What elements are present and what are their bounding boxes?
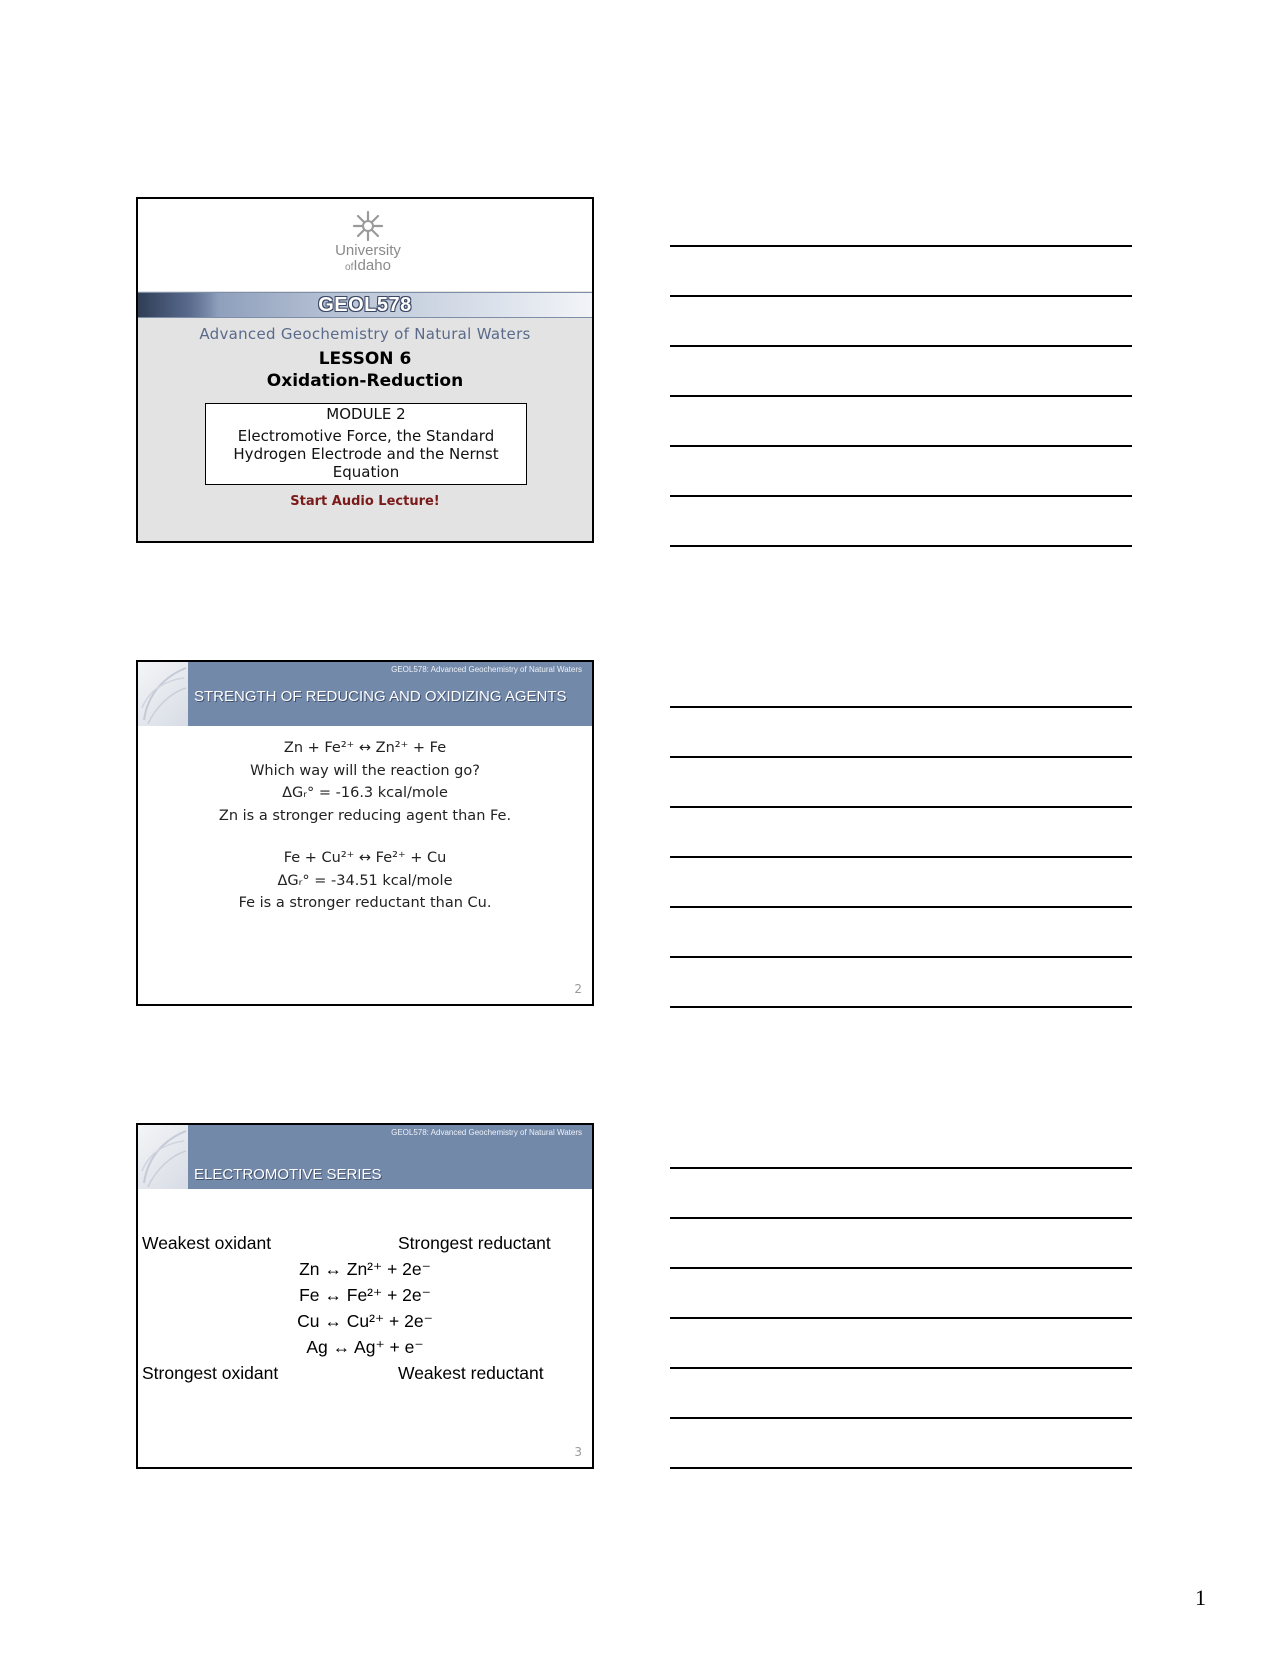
slide-header bbox=[138, 662, 592, 726]
start-audio-link[interactable]: Start Audio Lecture! bbox=[290, 494, 440, 509]
header-decoration bbox=[138, 662, 188, 726]
body-line: Zn is a stronger reducing agent than Fe. bbox=[218, 807, 512, 824]
spacer bbox=[138, 827, 592, 847]
note-line bbox=[670, 445, 1132, 447]
slide-number: 3 bbox=[574, 1445, 582, 1459]
note-line bbox=[670, 706, 1132, 708]
note-line bbox=[670, 1467, 1132, 1469]
note-line bbox=[670, 1006, 1132, 1008]
series-equation: Zn ↔ Zn²⁺ + 2e⁻ bbox=[299, 1259, 431, 1279]
strongest-oxidant-label: Strongest oxidant bbox=[142, 1363, 279, 1383]
series-equation: Ag ↔ Ag⁺ + e⁻ bbox=[306, 1337, 424, 1357]
body-line: Zn + Fe²⁺ ↔ Zn²⁺ + Fe bbox=[283, 740, 447, 756]
note-line bbox=[670, 245, 1132, 247]
weakest-oxidant-label: Weakest oxidant bbox=[142, 1233, 272, 1253]
slide-title: STRENGTH OF REDUCING AND OXIDIZING AGENTS bbox=[194, 688, 567, 705]
body-line: ΔGᵣ° = -16.3 kcal/mole bbox=[282, 785, 448, 801]
logo-of-text: of bbox=[345, 262, 354, 273]
leaf-swirl-icon bbox=[138, 662, 188, 726]
slide-3 bbox=[136, 1123, 594, 1469]
leaf-swirl-icon bbox=[138, 1125, 188, 1189]
header-course-text: GEOL578: Advanced Geochemistry of Natural Waters bbox=[391, 1128, 582, 1137]
series-equation: Cu ↔ Cu²⁺ + 2e⁻ bbox=[297, 1311, 433, 1331]
logo-idaho-text: Idaho bbox=[353, 257, 391, 274]
note-line bbox=[670, 1167, 1132, 1169]
header-course-text: GEOL578: Advanced Geochemistry of Natural Waters bbox=[391, 665, 582, 674]
note-line bbox=[670, 906, 1132, 908]
body-line: ΔGᵣ° = -34.51 kcal/mole bbox=[277, 872, 453, 889]
weakest-reductant-label: Weakest reductant bbox=[398, 1363, 544, 1383]
slide-body bbox=[138, 737, 592, 915]
note-line bbox=[670, 1317, 1132, 1319]
note-line bbox=[670, 1367, 1132, 1369]
body-line: Fe is a stronger reductant than Cu. bbox=[238, 895, 492, 911]
note-line bbox=[670, 495, 1132, 497]
note-line bbox=[670, 1267, 1132, 1269]
strongest-reductant-label: Strongest reductant bbox=[398, 1233, 551, 1253]
slide-header bbox=[138, 1125, 592, 1189]
university-logo bbox=[328, 209, 408, 275]
lesson-topic: Oxidation-Reduction bbox=[266, 371, 464, 391]
course-code: GEOL578 bbox=[318, 294, 412, 316]
slide-2 bbox=[136, 660, 594, 1006]
note-line bbox=[670, 756, 1132, 758]
note-line bbox=[670, 856, 1132, 858]
university-name bbox=[328, 243, 408, 275]
body-line: Fe + Cu²⁺ ↔ Fe²⁺ + Cu bbox=[283, 850, 447, 866]
note-line bbox=[670, 395, 1132, 397]
logo-university-text: University bbox=[335, 242, 401, 259]
module-label: MODULE 2 bbox=[326, 405, 406, 423]
lesson-label: LESSON 6 bbox=[318, 349, 412, 369]
slide-number: 2 bbox=[574, 982, 582, 996]
course-banner bbox=[138, 292, 592, 318]
body-line: Which way will the reaction go? bbox=[250, 762, 480, 779]
logo-area bbox=[138, 199, 592, 291]
note-line bbox=[670, 806, 1132, 808]
page-number: 1 bbox=[1195, 1585, 1206, 1610]
note-line bbox=[670, 1217, 1132, 1219]
slide-1-title bbox=[136, 197, 594, 543]
slide-title: ELECTROMOTIVE SERIES bbox=[194, 1166, 382, 1183]
series-equation: Fe ↔ Fe²⁺ + 2e⁻ bbox=[299, 1285, 431, 1305]
module-description: Electromotive Force, the Standard Hydrogen Electrode and the Nernst Equation bbox=[233, 427, 499, 481]
note-line bbox=[670, 545, 1132, 547]
note-line bbox=[670, 1417, 1132, 1419]
course-title: Advanced Geochemistry of Natural Waters bbox=[199, 325, 531, 343]
university-seal-icon bbox=[350, 209, 386, 243]
header-decoration bbox=[138, 1125, 188, 1189]
note-line bbox=[670, 956, 1132, 958]
note-line bbox=[670, 295, 1132, 297]
note-line bbox=[670, 345, 1132, 347]
module-box bbox=[205, 403, 527, 485]
